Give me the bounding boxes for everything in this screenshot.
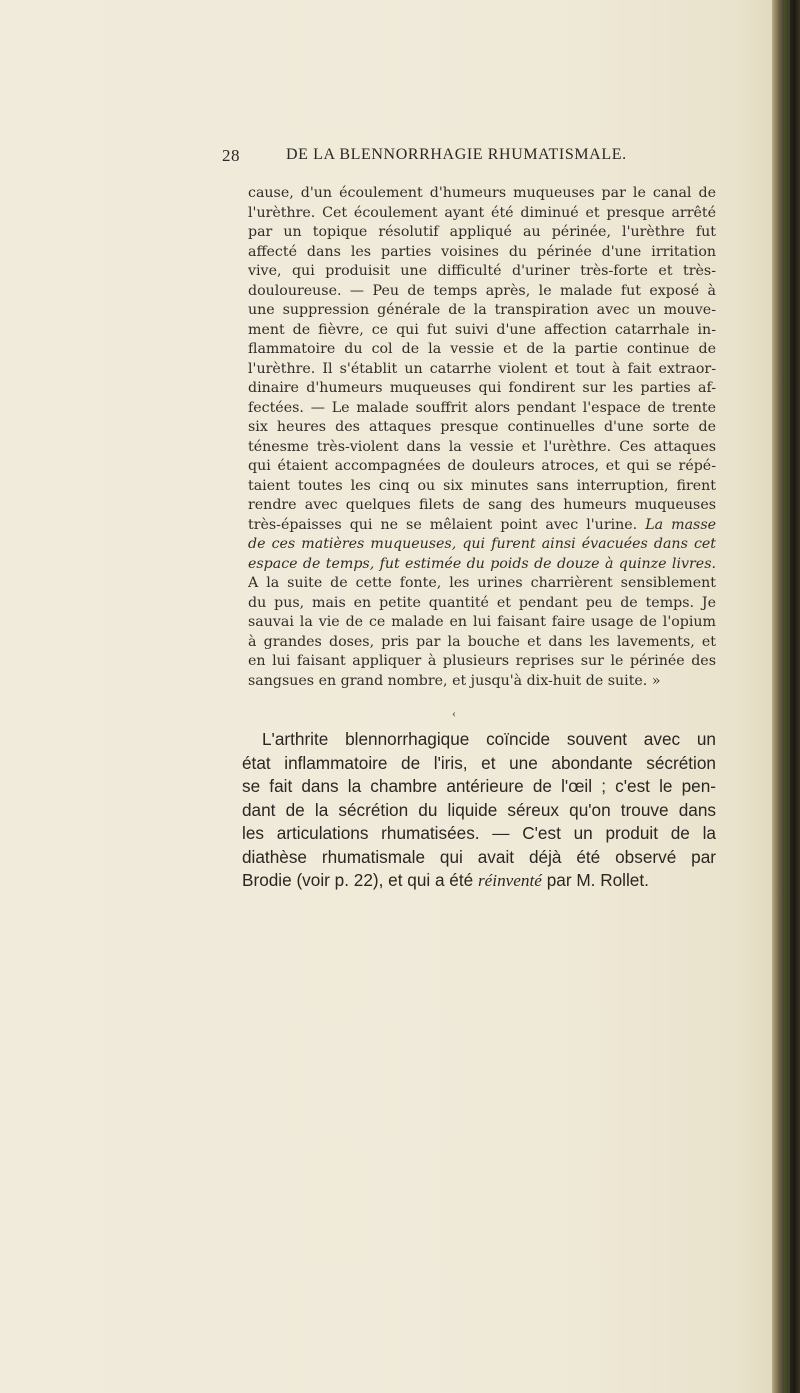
quote-line: qui étaient accompagnées de douleurs atroces, et qui se répé- [248,458,716,474]
paragraph-line-with-italic [242,869,716,893]
paragraph-line: se fait dans la chambre antérieure de l'œil ; c'est le pen- [242,776,716,796]
quote-line: sangsues en grand nombre, et jusqu'à dix-huit de suite. » [248,672,661,689]
italic-phrase: La masse [645,516,716,533]
quote-line-start: très-épaisses qui ne se mêlaient point avec l'urine. [248,516,646,533]
quote-line: cause, d'un écoulement d'humeurs muqueuses par le canal de [248,185,716,201]
running-title: DE LA BLENNORRHAGIE RHUMATISMALE. [286,146,627,163]
quote-line: une suppression générale de la transpiration avec un mouve- [248,302,716,318]
quote-line: ténesme très-violent dans la vessie et l'urèthre. Ces attaques [248,438,716,455]
book-binding-edge [772,0,800,1393]
paragraph-line: diathèse rhumatismale qui avait déjà été observé par [242,846,716,867]
paragraph-line: L'arthrite blennorrhagique coïncide souvent avec un [262,729,716,749]
italic-line: espace de temps, fut estimée du poids de douze à quinze livres. [248,555,716,572]
quote-line: douloureuse. — Peu de temps après, le malade fut exposé à [248,282,716,299]
paragraph-line: dant de la sécrétion du liquide séreux qu'on trouve dans [242,799,716,820]
quote-line: A la suite de cette fonte, les urines charrièrent sensiblement [248,575,716,591]
quote-line: en lui faisant appliquer à plusieurs reprises sur le périnée des [248,653,716,669]
quote-line-italic [248,535,716,555]
italic-line: de ces matières muqueuses, qui furent ainsi évacuées dans cet [248,536,716,552]
quote-line: l'urèthre. Cet écoulement ayant été diminué et presque arrêté [248,204,716,221]
quote-line: six heures des attaques presque continuelles d'une sorte de [248,419,716,435]
page-header [222,146,742,176]
quote-line: vive, qui produisit une difficulté d'uriner très-forte et très- [248,263,716,279]
binding-shadow [784,0,790,1393]
quote-line: taient toutes les cinq ou six minutes sans interruption, firent [248,477,716,494]
italic-word: réinventé [477,871,542,890]
quote-line-with-italic [248,516,716,536]
quote-line: flammatoire du col de la vessie et de la partie continue de [248,341,716,357]
quote-line: dinaire d'humeurs muqueuses qui fondirent sur les parties af- [248,380,716,396]
paragraph-line-end: par M. Rollet. [541,870,649,890]
paragraph-line: état inflammatoire de l'iris, et une abondante sécrétion [242,752,716,773]
quote-line: à grandes doses, pris par la bouche et dans les lavements, et [248,633,716,650]
quoted-case-text [248,184,716,691]
paragraph-line: les articulations rhumatisées. — C'est un produit de la [242,823,716,843]
page-number: 28 [222,146,240,165]
quote-line: rendre avec quelques filets de sang des humeurs muqueuses [248,497,716,513]
quote-line: l'urèthre. Il s'établit un catarrhe violent et tout à fait extraor- [248,360,716,377]
quote-line: ment de fièvre, ce qui fut suivi d'une affection catarrhale in- [248,321,716,338]
quote-line-italic [248,555,716,575]
quote-line: du pus, mais en petite quantité et pendant peu de temps. Je [248,594,716,611]
quote-line: fectées. — Le malade souffrit alors pendant l'espace de trente [248,399,716,416]
paragraph-line-start: Brodie (voir p. 22), et qui a été [242,870,478,890]
quote-line: par un topique résolutif appliqué au périnée, l'urèthre fut [248,224,716,240]
quote-line: affecté dans les parties voisines du périnée d'une irritation [248,243,716,260]
body-paragraph [242,728,716,893]
quote-line: sauvai la vie de ce malade en lui faisant faire usage de l'opium [248,614,716,630]
separator-mark: ‹ [452,706,456,720]
